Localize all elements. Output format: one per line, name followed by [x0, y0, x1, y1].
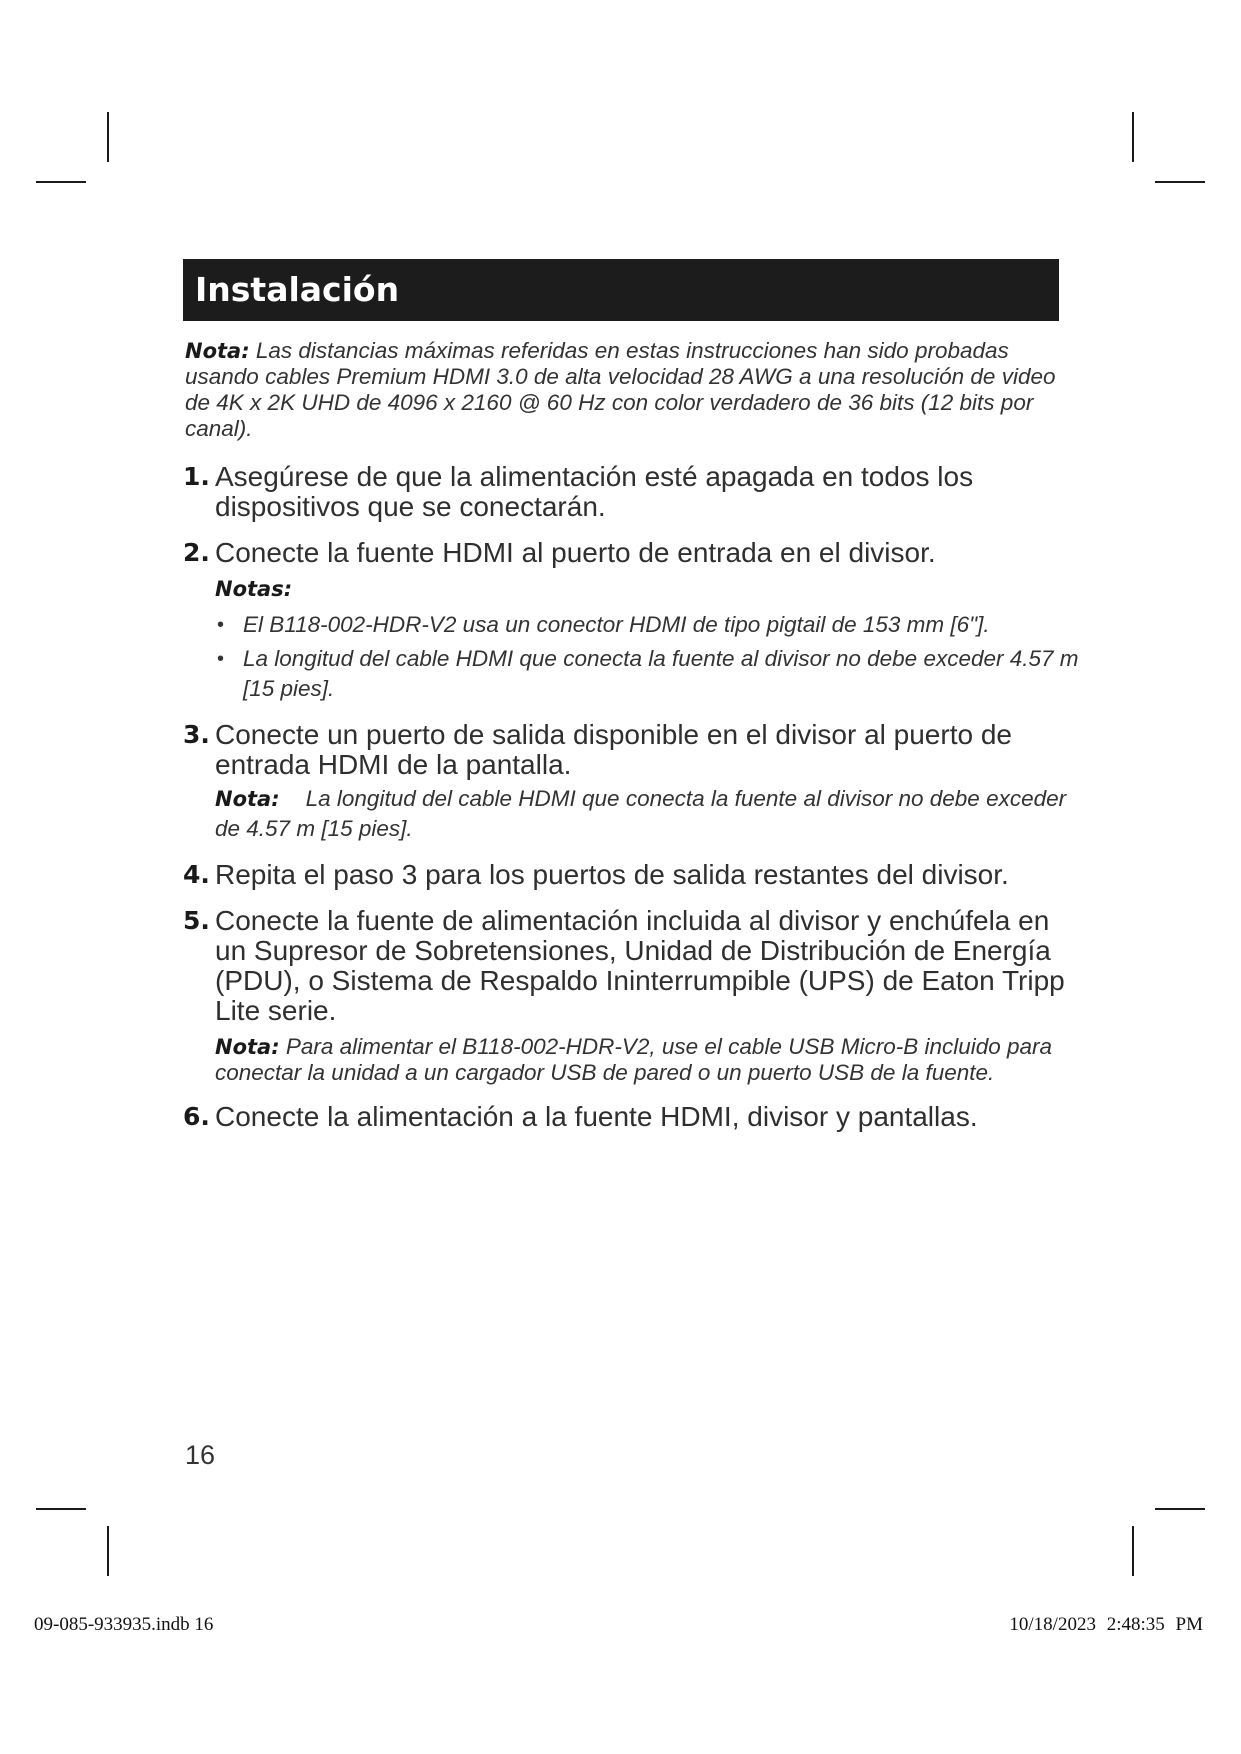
step-number: 6.: [183, 1102, 210, 1131]
step-text: Repita el paso 3 para los puertos de salida restantes del divisor.: [215, 859, 1009, 890]
step-number: 2.: [183, 538, 210, 567]
print-slug-time: 2:48:35 PM: [1106, 1614, 1203, 1635]
crop-mark-bottom-right-horizontal: [1155, 1508, 1205, 1510]
crop-mark-top-left-vertical: [107, 112, 109, 162]
print-slug-file: 09-085-933935.indb 16: [34, 1614, 214, 1635]
step-2: [183, 538, 1083, 704]
notes-list: [215, 610, 1083, 704]
crop-mark-bottom-left-vertical: [107, 1526, 109, 1576]
crop-mark-top-right-vertical: [1132, 112, 1134, 162]
step-note-label: Nota:: [215, 787, 280, 811]
print-slug-date: 10/18/2023: [1009, 1614, 1096, 1635]
crop-mark-top-left-horizontal: [36, 181, 86, 183]
print-slug-timestamp: [1009, 1614, 1203, 1636]
list-item: [215, 644, 1083, 704]
list-item-text: El B118-002-HDR-V2 usa un conector HDMI de tipo pigtail de 153 mm [6"].: [243, 612, 990, 637]
step-note: [215, 1034, 1083, 1086]
step-text: Conecte la fuente de alimentación incluida al divisor y enchúfela en un Supresor de Sobretensiones, Unidad de Distribución de Energía (PDU), o Sistema de Respaldo Ininterrumpible (UPS) de Eaton Tripp Lite serie.: [215, 905, 1065, 1026]
installation-steps: [183, 462, 1083, 1148]
section-header-bar: [183, 259, 1059, 321]
step-1: [183, 462, 1083, 522]
crop-mark-top-right-horizontal: [1155, 181, 1205, 183]
bullet-icon: •: [217, 614, 225, 636]
notes-title: Notas:: [215, 577, 293, 601]
step-text: Asegúrese de que la alimentación esté apagada en todos los dispositivos que se conectarán.: [215, 461, 974, 522]
bullet-icon: •: [217, 648, 225, 670]
crop-mark-bottom-right-vertical: [1132, 1526, 1134, 1576]
step-text: Conecte la alimentación a la fuente HDMI, divisor y pantallas.: [215, 1101, 978, 1132]
intro-note: [185, 338, 1065, 442]
crop-mark-bottom-left-horizontal: [36, 1508, 86, 1510]
intro-note-label: Nota:: [185, 339, 250, 363]
step-4: [183, 860, 1083, 890]
step-note-text: La longitud del cable HDMI que conecta la fuente al divisor no debe exceder de 4.57 m [15 pies].: [215, 786, 1067, 841]
step-number: 1.: [183, 462, 210, 491]
step-text: Conecte la fuente HDMI al puerto de entrada en el divisor.: [215, 537, 936, 568]
step-note-text: Para alimentar el B118-002-HDR-V2, use el cable USB Micro-B incluido para conectar la unidad a un cargador USB de pared o un puerto USB de la fuente.: [215, 1034, 1053, 1085]
step-note-label: Nota:: [215, 1035, 280, 1059]
list-item-text: La longitud del cable HDMI que conecta la fuente al divisor no debe exceder 4.57 m [15 pies].: [243, 646, 1079, 701]
intro-note-text: Las distancias máximas referidas en estas instrucciones han sido probadas usando cables Premium HDMI 3.0 de alta velocidad 28 AWG a una resolución de video de 4K x 2K UHD de 4096 x 2160 @ 60 Hz con color verdadero de 36 bits (12 bits por canal).: [185, 338, 1056, 441]
step-6: [183, 1102, 1083, 1132]
page-number: 16: [185, 1440, 216, 1470]
step-note: [215, 784, 1083, 844]
step-5: [183, 906, 1083, 1086]
step-text: Conecte un puerto de salida disponible en el divisor al puerto de entrada HDMI de la pantalla.: [215, 719, 1012, 780]
step-number: 5.: [183, 906, 210, 935]
list-item: [215, 610, 1083, 640]
step-number: 4.: [183, 860, 210, 889]
section-title: Instalación: [195, 270, 400, 309]
step-number: 3.: [183, 720, 210, 749]
step-3: [183, 720, 1083, 844]
